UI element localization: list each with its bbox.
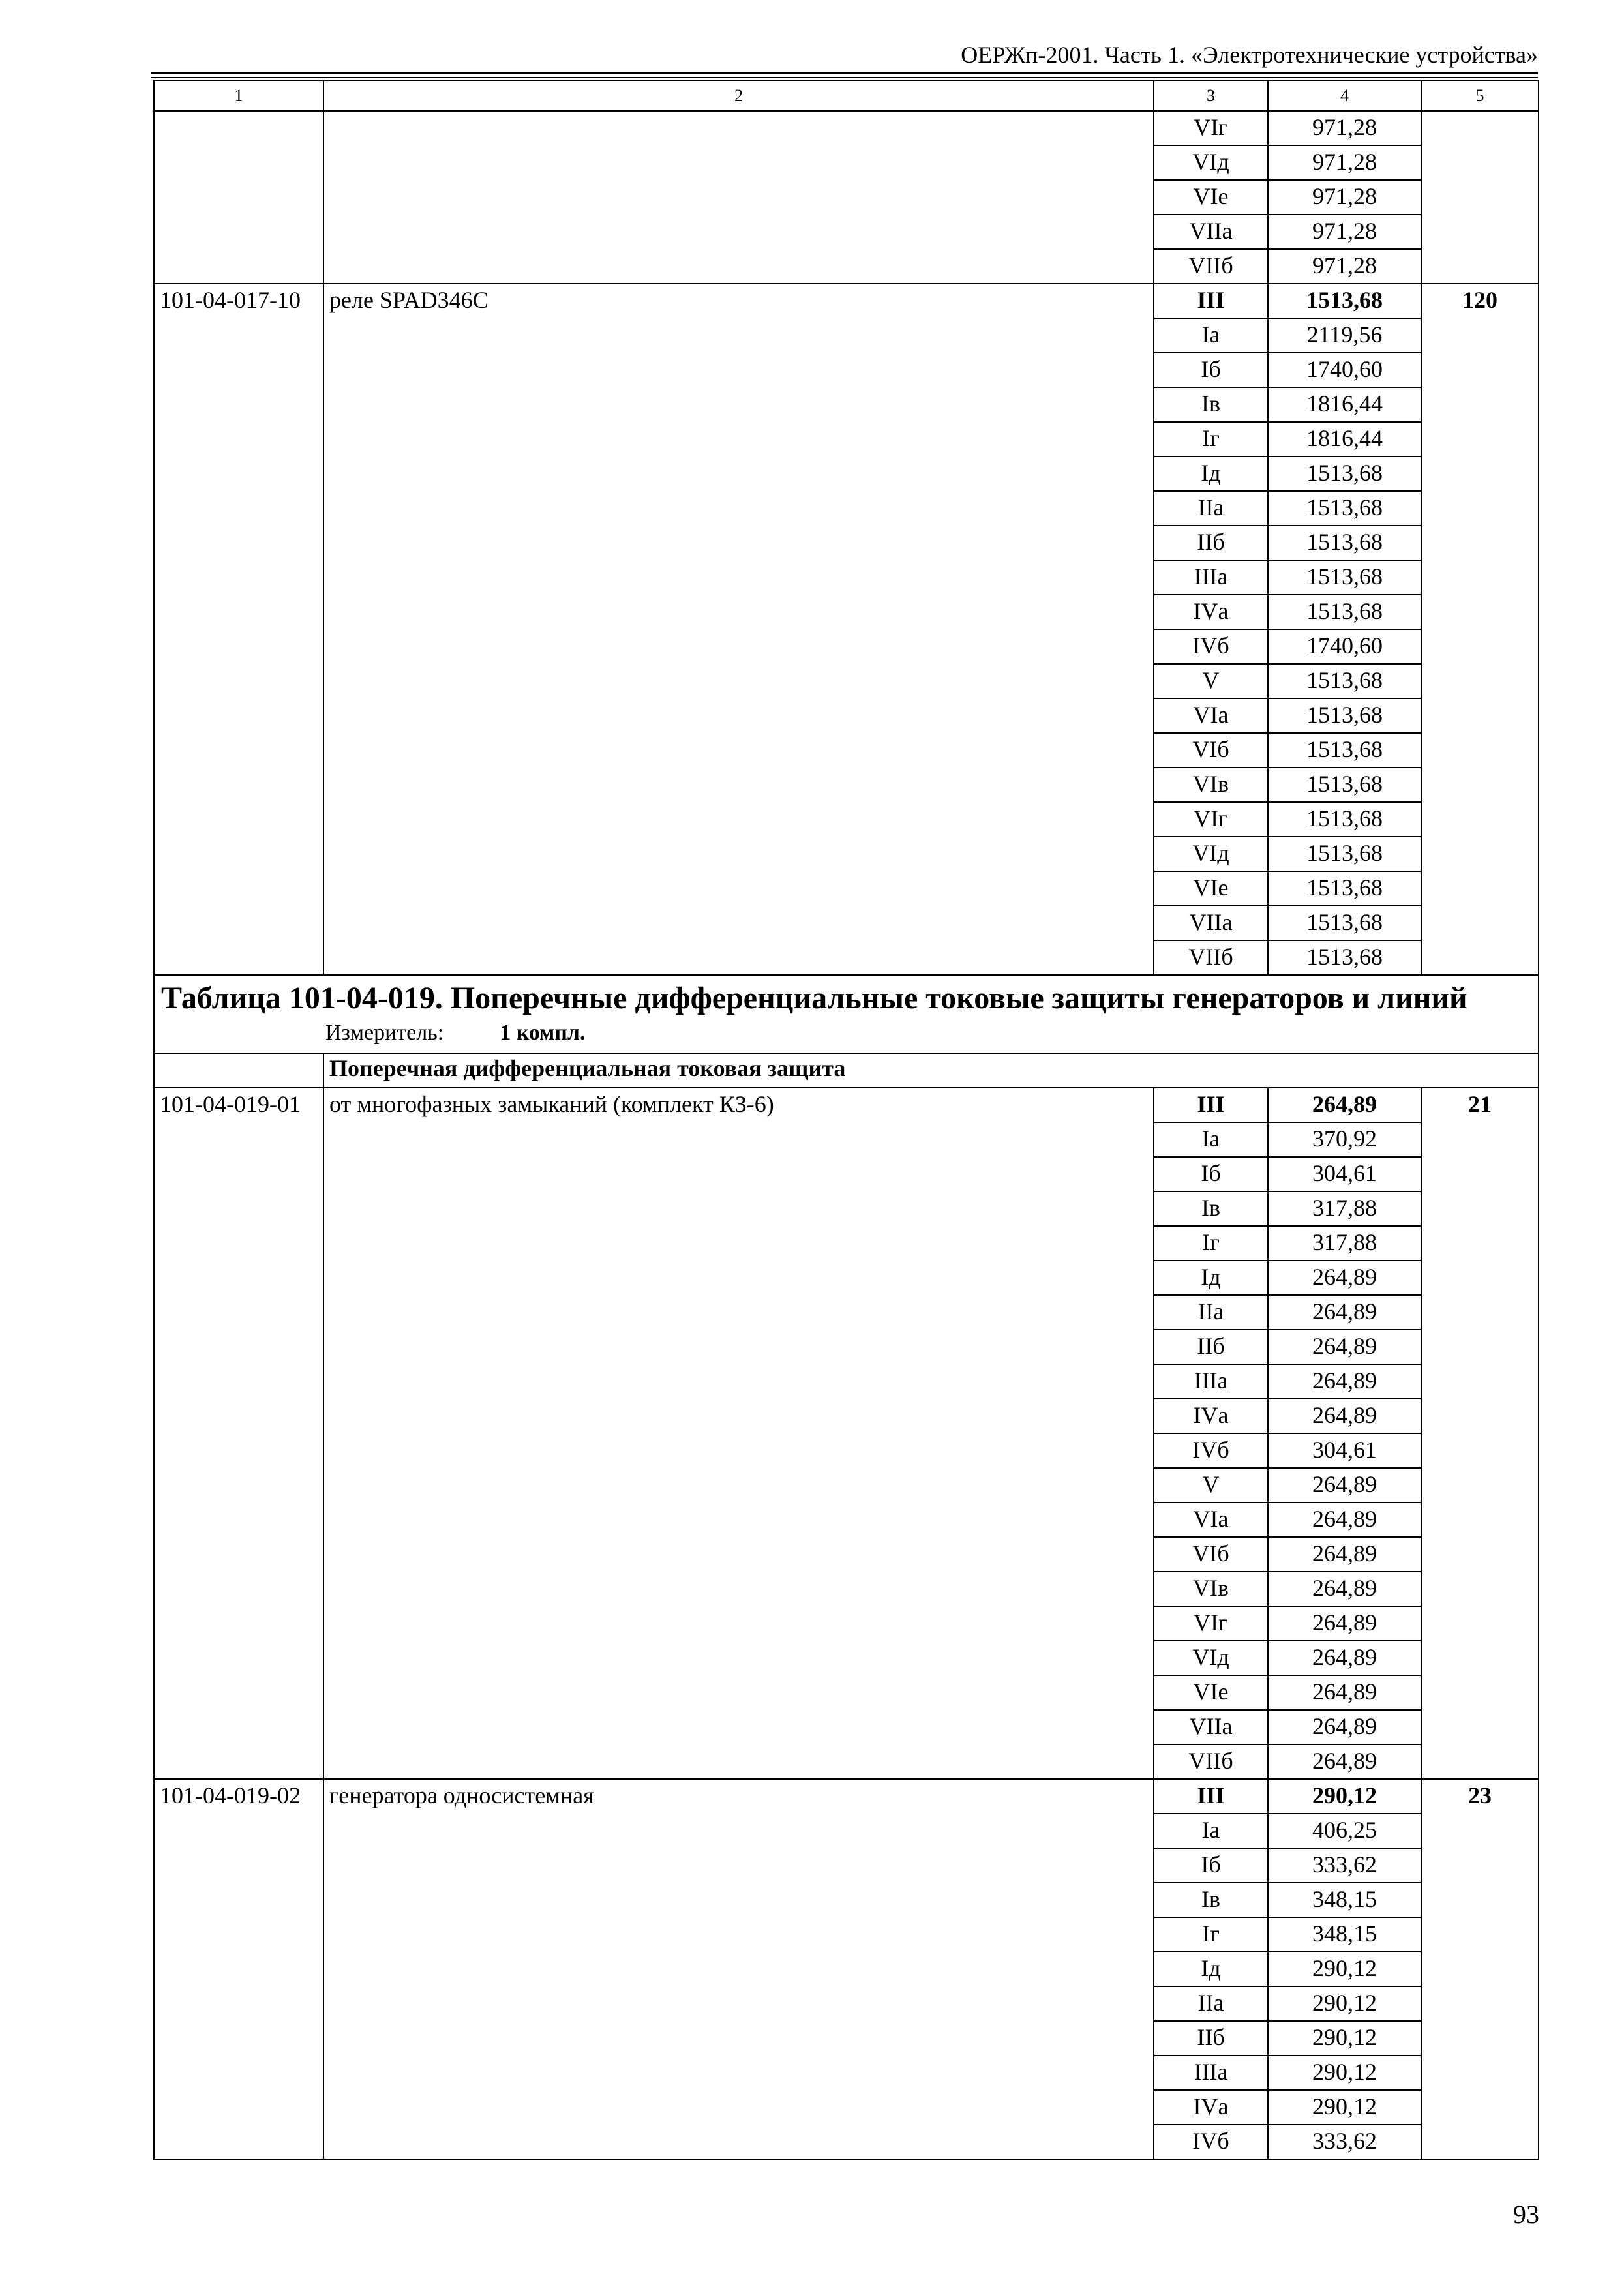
category-cell: VIд	[1154, 1641, 1268, 1675]
value-cell: 264,89	[1268, 1295, 1421, 1330]
category-cell: III	[1154, 1779, 1268, 1814]
category-cell: VIа	[1154, 1503, 1268, 1537]
value-cell: 971,28	[1268, 249, 1421, 284]
category-cell: Iд	[1154, 1952, 1268, 1986]
category-cell: III	[1154, 284, 1268, 318]
value-cell: 1513,68	[1268, 940, 1421, 975]
value-cell: 264,89	[1268, 1088, 1421, 1122]
category-cell: IVб	[1154, 629, 1268, 664]
meter-value: 1 компл.	[500, 1021, 586, 1045]
category-cell: Iд	[1154, 1261, 1268, 1295]
value-cell: 1513,68	[1268, 837, 1421, 871]
col5-cell: 21	[1421, 1088, 1539, 1779]
category-cell: VIе	[1154, 180, 1268, 215]
category-cell: IIб	[1154, 526, 1268, 560]
table-title: Таблица 101-04-019. Поперечные дифференциальные токовые защиты генераторов и линий	[154, 975, 1539, 1019]
category-cell: Iб	[1154, 1157, 1268, 1191]
category-cell: VIа	[1154, 698, 1268, 733]
value-cell: 1513,68	[1268, 664, 1421, 698]
value-cell: 971,28	[1268, 180, 1421, 215]
category-cell: Iг	[1154, 1226, 1268, 1261]
value-cell: 971,28	[1268, 215, 1421, 249]
value-cell: 304,61	[1268, 1433, 1421, 1468]
table-title-row	[154, 975, 1539, 1019]
category-cell: VIд	[1154, 837, 1268, 871]
category-cell: VIв	[1154, 768, 1268, 802]
category-cell: IIа	[1154, 1295, 1268, 1330]
category-cell: IIа	[1154, 1986, 1268, 2021]
category-cell: Iд	[1154, 456, 1268, 491]
running-header: ОЕРЖп-2001. Часть 1. «Электротехнические устройства»	[961, 42, 1538, 68]
value-cell: 1513,68	[1268, 491, 1421, 526]
category-cell: VIв	[1154, 1572, 1268, 1606]
column-number: 5	[1421, 80, 1539, 111]
column-number: 4	[1268, 80, 1421, 111]
value-cell: 1816,44	[1268, 422, 1421, 456]
category-cell: VIд	[1154, 145, 1268, 180]
value-cell: 264,89	[1268, 1468, 1421, 1503]
value-cell: 317,88	[1268, 1191, 1421, 1226]
page-number: 93	[1513, 2200, 1539, 2229]
value-cell: 1513,68	[1268, 768, 1421, 802]
category-cell: VIе	[1154, 1675, 1268, 1710]
category-cell: VIг	[1154, 802, 1268, 837]
value-cell: 1513,68	[1268, 595, 1421, 629]
category-cell: VIб	[1154, 1537, 1268, 1572]
item-name: от многофазных замыканий (комплект КЗ-6)	[323, 1088, 1154, 1779]
meter-cell	[154, 1019, 1539, 1053]
category-cell: Iг	[1154, 1917, 1268, 1952]
category-cell: VIIб	[1154, 940, 1268, 975]
value-cell: 264,89	[1268, 1503, 1421, 1537]
category-cell: V	[1154, 664, 1268, 698]
value-cell: 348,15	[1268, 1883, 1421, 1917]
category-cell: IIб	[1154, 2021, 1268, 2056]
col5-cell: 23	[1421, 1779, 1539, 2159]
category-cell: IIIа	[1154, 2056, 1268, 2090]
value-cell: 290,12	[1268, 2056, 1421, 2090]
value-cell: 264,89	[1268, 1744, 1421, 1779]
value-cell: 290,12	[1268, 1986, 1421, 2021]
value-cell: 264,89	[1268, 1675, 1421, 1710]
value-cell: 264,89	[1268, 1641, 1421, 1675]
value-cell: 333,62	[1268, 1848, 1421, 1883]
category-cell: VIг	[1154, 111, 1268, 145]
category-cell: IVа	[1154, 595, 1268, 629]
category-cell: IVб	[1154, 1433, 1268, 1468]
item-code: 101-04-019-01	[154, 1088, 323, 1779]
item-name	[323, 111, 1154, 284]
value-cell: 1513,68	[1268, 802, 1421, 837]
value-cell: 290,12	[1268, 1952, 1421, 1986]
category-cell: IVа	[1154, 1399, 1268, 1433]
meter-label: Измеритель:	[325, 1021, 444, 1045]
table-row	[154, 111, 1539, 145]
value-cell: 1740,60	[1268, 629, 1421, 664]
category-cell: VIг	[1154, 1606, 1268, 1641]
value-cell: 264,89	[1268, 1261, 1421, 1295]
category-cell: IIIа	[1154, 1364, 1268, 1399]
value-cell: 264,89	[1268, 1399, 1421, 1433]
category-cell: III	[1154, 1088, 1268, 1122]
value-cell: 1740,60	[1268, 353, 1421, 387]
category-cell: Iв	[1154, 387, 1268, 422]
value-cell: 1513,68	[1268, 456, 1421, 491]
section-title: Поперечная дифференциальная токовая защита	[323, 1053, 1539, 1088]
value-cell: 1513,68	[1268, 560, 1421, 595]
value-cell: 1816,44	[1268, 387, 1421, 422]
value-cell: 1513,68	[1268, 906, 1421, 940]
category-cell: Iб	[1154, 353, 1268, 387]
category-cell: IIIа	[1154, 560, 1268, 595]
col5-cell	[1421, 111, 1539, 284]
category-cell: VIIб	[1154, 1744, 1268, 1779]
category-cell: IVб	[1154, 2125, 1268, 2159]
category-cell: VIб	[1154, 733, 1268, 768]
section-row	[154, 1053, 1539, 1088]
value-cell: 317,88	[1268, 1226, 1421, 1261]
value-cell: 264,89	[1268, 1364, 1421, 1399]
value-cell: 304,61	[1268, 1157, 1421, 1191]
value-cell: 264,89	[1268, 1606, 1421, 1641]
value-cell: 1513,68	[1268, 526, 1421, 560]
category-cell: VIIб	[1154, 249, 1268, 284]
value-cell: 1513,68	[1268, 284, 1421, 318]
category-cell: V	[1154, 1468, 1268, 1503]
table-row	[154, 1088, 1539, 1122]
header-rule	[151, 72, 1538, 74]
table-row	[154, 284, 1539, 318]
value-cell: 406,25	[1268, 1814, 1421, 1848]
category-cell: IIа	[1154, 491, 1268, 526]
category-cell: Iа	[1154, 1814, 1268, 1848]
value-cell: 971,28	[1268, 145, 1421, 180]
column-number-row	[154, 80, 1539, 111]
col5-cell: 120	[1421, 284, 1539, 975]
table-row	[154, 1779, 1539, 1814]
value-cell: 348,15	[1268, 1917, 1421, 1952]
item-code: 101-04-017-10	[154, 284, 323, 975]
category-cell: Iг	[1154, 422, 1268, 456]
value-cell: 1513,68	[1268, 871, 1421, 906]
section-code-cell	[154, 1053, 323, 1088]
category-cell: VIIа	[1154, 1710, 1268, 1744]
category-cell: VIIа	[1154, 215, 1268, 249]
category-cell: Iв	[1154, 1883, 1268, 1917]
item-code	[154, 111, 323, 284]
value-cell: 333,62	[1268, 2125, 1421, 2159]
value-cell: 264,89	[1268, 1572, 1421, 1606]
value-cell: 290,12	[1268, 2090, 1421, 2125]
category-cell: VIе	[1154, 871, 1268, 906]
value-cell: 971,28	[1268, 111, 1421, 145]
value-cell: 370,92	[1268, 1122, 1421, 1157]
value-cell: 1513,68	[1268, 698, 1421, 733]
value-cell: 290,12	[1268, 1779, 1421, 1814]
category-cell: VIIа	[1154, 906, 1268, 940]
item-name: генератора односистемная	[323, 1779, 1154, 2159]
value-cell: 264,89	[1268, 1330, 1421, 1364]
category-cell: Iв	[1154, 1191, 1268, 1226]
value-cell: 290,12	[1268, 2021, 1421, 2056]
category-cell: Iа	[1154, 318, 1268, 353]
value-cell: 2119,56	[1268, 318, 1421, 353]
category-cell: Iа	[1154, 1122, 1268, 1157]
rates-table	[153, 80, 1539, 2160]
meter-row	[154, 1019, 1539, 1053]
column-number: 3	[1154, 80, 1268, 111]
value-cell: 1513,68	[1268, 733, 1421, 768]
category-cell: IIб	[1154, 1330, 1268, 1364]
value-cell: 264,89	[1268, 1710, 1421, 1744]
category-cell: Iб	[1154, 1848, 1268, 1883]
header-rule	[151, 77, 1538, 78]
item-name: реле SPAD346C	[323, 284, 1154, 975]
item-code: 101-04-019-02	[154, 1779, 323, 2159]
column-number: 2	[323, 80, 1154, 111]
value-cell: 264,89	[1268, 1537, 1421, 1572]
column-number: 1	[154, 80, 323, 111]
category-cell: IVа	[1154, 2090, 1268, 2125]
